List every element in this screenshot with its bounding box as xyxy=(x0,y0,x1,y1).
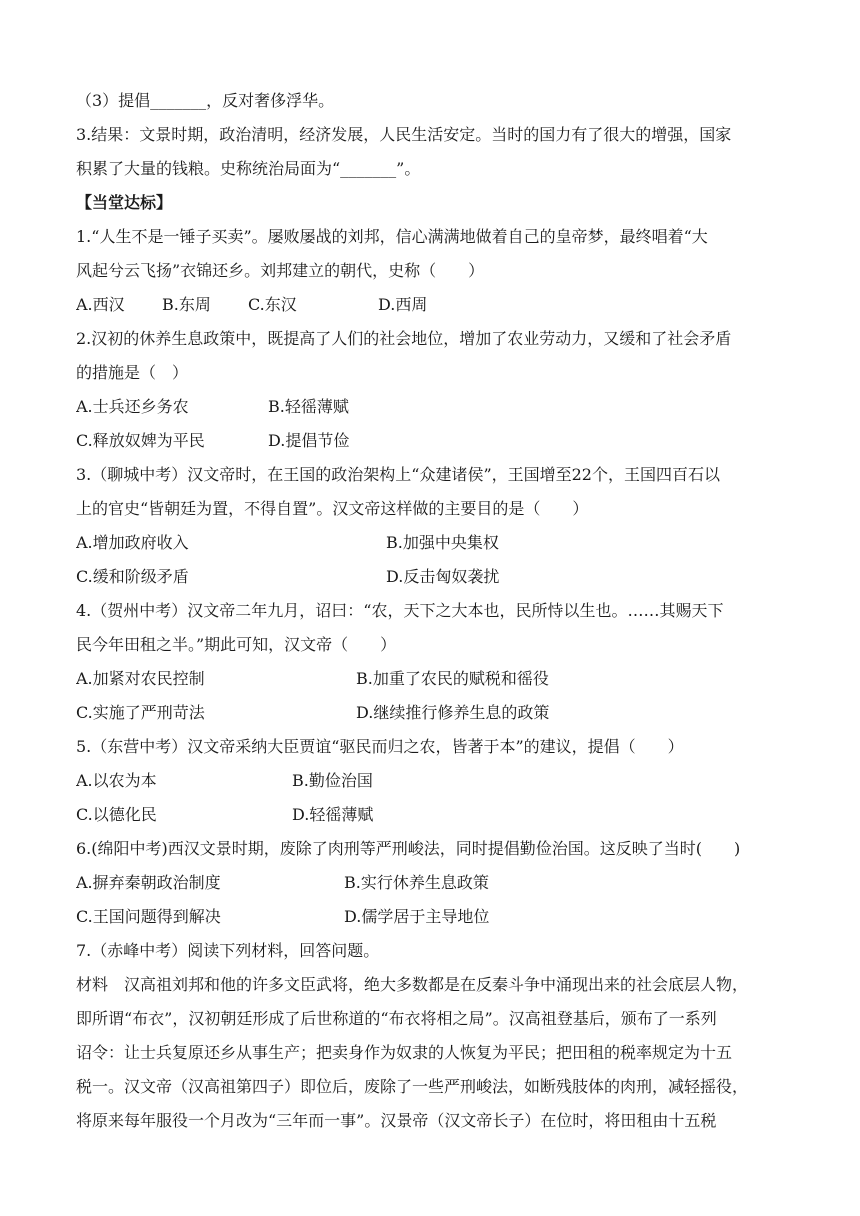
option-c: C.东汉 xyxy=(248,295,297,314)
question-3-options-row xyxy=(76,560,788,594)
option-b: B.东周 xyxy=(162,295,211,314)
question-2-text: 2.汉初的休养生息政策中，既提高了人们的社会地位，增加了农业劳动力，又缓和了社会矛盾 xyxy=(76,329,732,348)
option-d: D.儒学居于主导地位 xyxy=(344,907,490,926)
question-6-text: 6.(绵阳中考)西汉文景时期，废除了肉刑等严刑峻法，同时提倡勤俭治国。这反映了当时( ) xyxy=(76,839,741,858)
option-a: A.加紧对农民控制 xyxy=(76,669,205,688)
question-1-text: 1.“人生不是一锤子买卖”。屡败屡战的刘邦，信心满满地做着自己的皇帝梦，最终唱着“大 xyxy=(76,227,708,246)
question-4-options-row xyxy=(76,662,788,696)
question-1-text: 风起兮云飞扬”衣锦还乡。刘邦建立的朝代，史称（ ） xyxy=(76,261,485,280)
question-2-text: 的措施是（ ） xyxy=(76,363,189,382)
option-a: A.士兵还乡务农 xyxy=(76,397,189,416)
text-line: 3.结果：文景时期，政治清明，经济发展，人民生活安定。当时的国力有了很大的增强，国家 xyxy=(76,125,732,144)
question-2-options-row xyxy=(76,424,788,458)
document-page xyxy=(76,84,788,1138)
question-4-options-row xyxy=(76,696,788,730)
option-a: A.西汉 xyxy=(76,295,125,314)
question-4-text: 4.（贺州中考）汉文帝二年九月，诏曰：“农，天下之大本也，民所恃以生也。……其赐天下 xyxy=(76,601,724,620)
option-b: B.勤俭治国 xyxy=(292,771,373,790)
question-3-options-row xyxy=(76,526,788,560)
option-d: D.西周 xyxy=(378,295,428,314)
option-c: C.释放奴婢为平民 xyxy=(76,431,205,450)
option-c: C.缓和阶级矛盾 xyxy=(76,567,189,586)
text-line: （3）提倡_______，反对奢侈浮华。 xyxy=(76,91,335,110)
question-1-options xyxy=(76,288,788,322)
option-b: B.加强中央集权 xyxy=(386,533,499,552)
option-a: A.增加政府收入 xyxy=(76,533,189,552)
question-5-options-row xyxy=(76,798,788,832)
option-a: A.以农为本 xyxy=(76,771,157,790)
option-d: D.继续推行修养生息的政策 xyxy=(356,703,550,722)
option-b: B.实行休养生息政策 xyxy=(344,873,489,892)
material-text: 材料 汉高祖刘邦和他的许多文臣武将，绝大多数都是在反秦斗争中涌现出来的社会底层人物， xyxy=(76,975,749,994)
question-3-text: 3.（聊城中考）汉文帝时，在王国的政治架构上“众建诸侯”，王国增至22个，王国四百石以 xyxy=(76,465,720,484)
option-b: B.轻徭薄赋 xyxy=(268,397,349,416)
option-c: C.以德化民 xyxy=(76,805,157,824)
option-c: C.王国问题得到解决 xyxy=(76,907,221,926)
option-d: D.轻徭薄赋 xyxy=(292,805,374,824)
question-3-text: 上的官史“皆朝廷为置，不得自置”。汉文帝这样做的主要目的是（ ） xyxy=(76,499,589,518)
question-5-text: 5.（东营中考）汉文帝采纳大臣贾谊“驱民而归之农，皆著于本”的建议，提倡（ ） xyxy=(76,737,684,756)
option-c: C.实施了严刑苛法 xyxy=(76,703,205,722)
material-text: 税一。汉文帝（汉高祖第四子）即位后，废除了一些严刑峻法，如断残肢体的肉刑，减轻摇役， xyxy=(76,1077,749,1096)
material-text: 即所谓“布衣”，汉初朝廷形成了后世称道的“布衣将相之局”。汉高祖登基后，颁布了一系列 xyxy=(76,1009,717,1028)
question-7-text: 7.（赤峰中考）阅读下列材料，回答问题。 xyxy=(76,941,380,960)
material-text: 将原来每年服役一个月改为“三年而一事”。汉景帝（汉文帝长子）在位时，将田租由十五税 xyxy=(76,1111,717,1130)
option-d: D.反击匈奴袭扰 xyxy=(386,567,500,586)
option-a: A.摒弃秦朝政治制度 xyxy=(76,873,221,892)
question-2-options-row xyxy=(76,390,788,424)
question-6-options-row xyxy=(76,900,788,934)
option-b: B.加重了农民的赋税和徭役 xyxy=(356,669,549,688)
question-6-options-row xyxy=(76,866,788,900)
text-line: 积累了大量的钱粮。史称统治局面为“_______”。 xyxy=(76,159,421,178)
question-5-options-row xyxy=(76,764,788,798)
material-text: 诏令：让士兵复原还乡从事生产；把卖身作为奴隶的人恢复为平民；把田租的税率规定为十五 xyxy=(76,1043,733,1062)
option-d: D.提倡节俭 xyxy=(268,431,350,450)
question-4-text: 民今年田租之半。”期此可知，汉文帝（ ） xyxy=(76,635,397,654)
section-heading: 【当堂达标】 xyxy=(76,193,173,212)
